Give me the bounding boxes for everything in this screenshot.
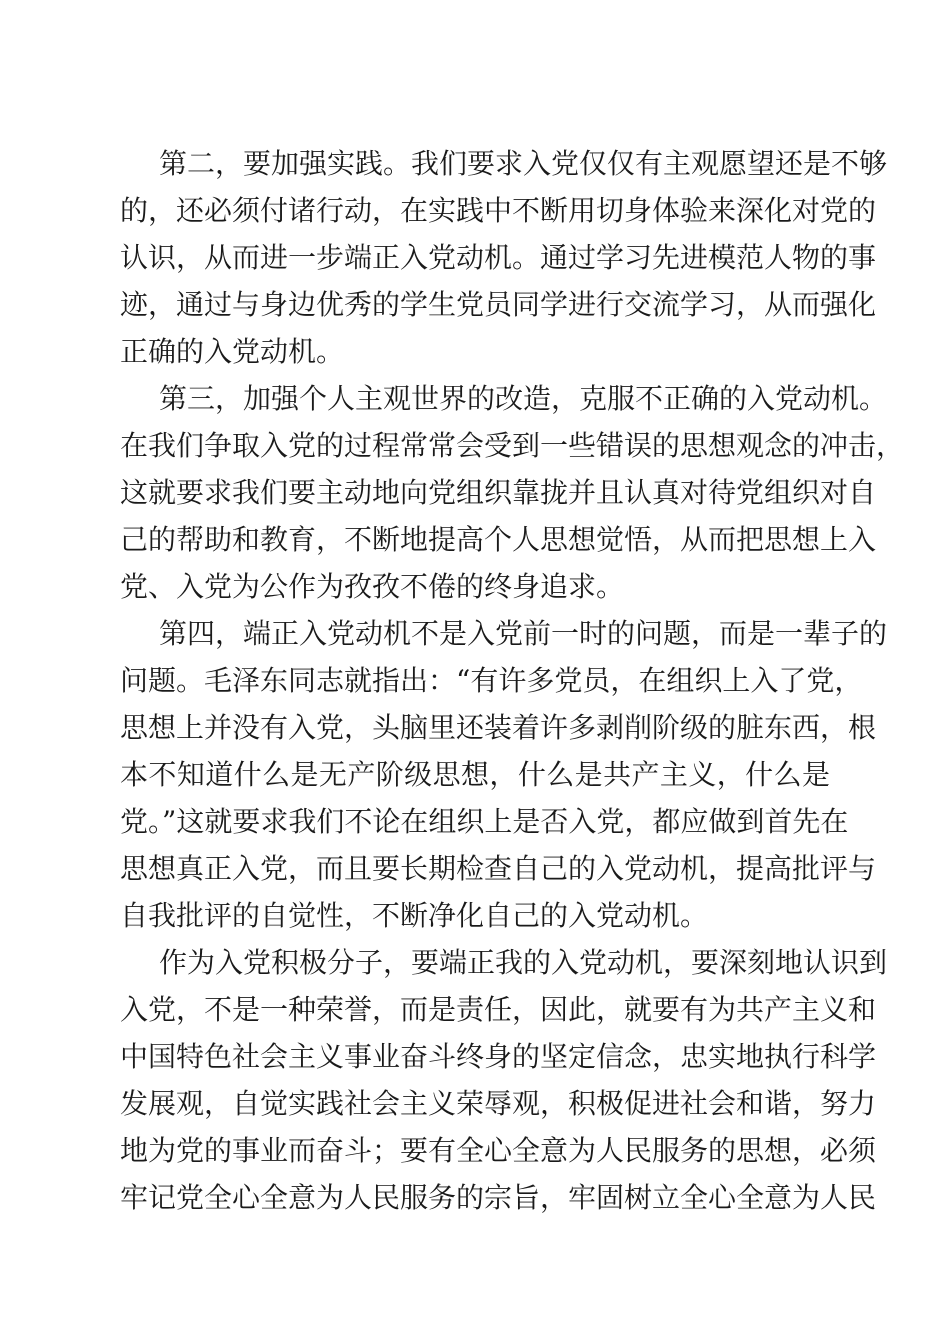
text-line: 入党，不是一种荣誉，而是责任，因此，就要有为共产主义和 [120,993,877,1026]
text-line: 迹，通过与身边优秀的学生党员同学进行交流学习，从而强化 [120,288,877,321]
text-line: 牢记党全心全意为人民服务的宗旨，牢固树立全心全意为人民 [120,1181,877,1214]
text-line: 本不知道什么是无产阶级思想，什么是共产主义，什么是 [120,758,830,791]
text-line: 作为入党积极分子，要端正我的入党动机，要深刻地认识到 [159,946,888,979]
text-line: 中国特色社会主义事业奋斗终身的坚定信念，忠实地执行科学 [120,1040,877,1073]
text-line: 自我批评的自觉性，不断净化自己的入党动机。 [120,899,709,932]
text-line: 在我们争取入党的过程常常会受到一些错误的思想观念的冲击， [120,429,905,462]
paragraph-practice [120,140,888,375]
text-line: 思想真正入党，而且要长期检查自己的入党动机，提高批评与 [120,852,877,885]
text-line: 第二，要加强实践。我们要求入党仅仅有主观愿望还是不够 [159,147,888,180]
text-line: 党、入党为公作为孜孜不倦的终身追求。 [120,570,625,603]
text-line: 这就要求我们要主动地向党组织靠拢并且认真对待党组织对自 [120,476,877,509]
text-line: 认识，从而进一步端正入党动机。通过学习先进模范人物的事 [120,241,877,274]
paragraph-worldview [120,375,905,610]
text-line: 己的帮助和教育，不断地提高个人思想觉悟，从而把思想上入 [120,523,877,556]
text-line: 地为党的事业而奋斗；要有全心全意为人民服务的思想，必须 [120,1134,877,1167]
text-line: 思想上并没有入党，头脑里还装着许多剥削阶级的脏东西，根 [120,711,877,744]
text-line: 正确的入党动机。 [120,335,345,368]
text-line: 的，还必须付诸行动，在实践中不断用切身体验来深化对党的 [120,194,877,227]
paragraph-lifelong [120,610,888,939]
text-line: 第三，加强个人主观世界的改造，克服不正确的入党动机。 [159,382,888,415]
text-line: 问题。毛泽东同志就指出：“有许多党员，在组织上入了党， [120,664,863,697]
text-line: 发展观，自觉实践社会主义荣辱观，积极促进社会和谐，努力 [120,1087,877,1120]
text-line: 党。”这就要求我们不论在组织上是否入党，都应做到首先在 [120,805,849,838]
body-text [120,140,905,1221]
paragraph-activist [120,939,888,1221]
text-line: 第四，端正入党动机不是入党前一时的问题，而是一辈子的 [159,617,888,650]
